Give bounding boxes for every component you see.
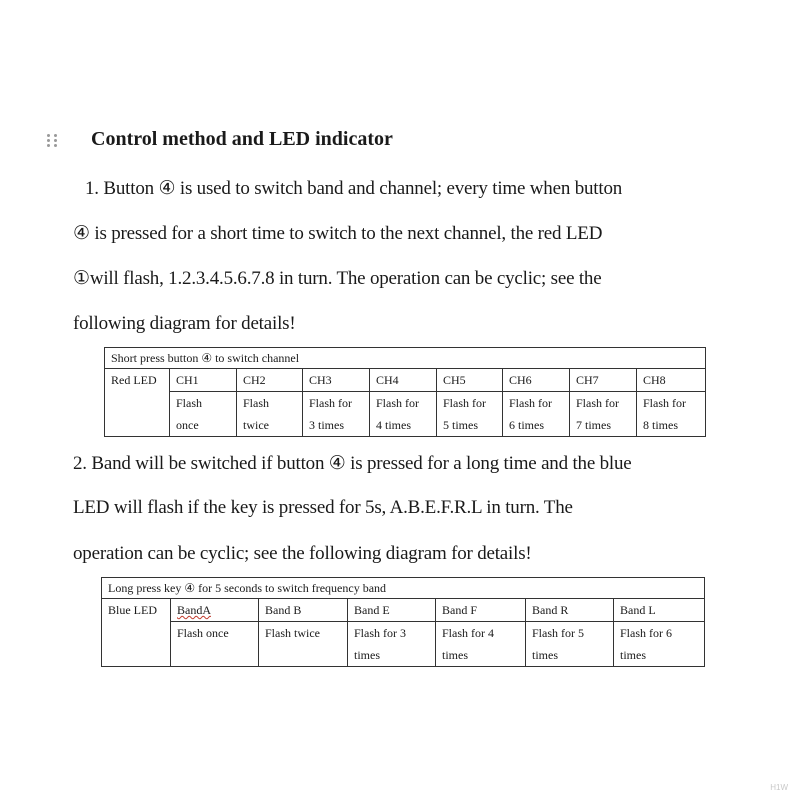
flash-text: Flash for 6 [620, 626, 672, 640]
table-row [105, 348, 706, 369]
flash-cell [303, 392, 370, 437]
flash-text: 4 times [376, 418, 411, 432]
band-header: Band F [436, 599, 526, 622]
drag-handle-icon[interactable] [47, 134, 61, 150]
flash-cell [503, 392, 570, 437]
channel-header: CH5 [437, 369, 503, 392]
row-label: Blue LED [102, 599, 171, 667]
flash-cell [237, 392, 303, 437]
flash-cell [170, 392, 237, 437]
paragraph1-line-4: following diagram for details! [73, 313, 296, 334]
flash-cell [570, 392, 637, 437]
flash-text: Flash once [177, 626, 229, 640]
watermark: H1W [770, 783, 788, 792]
channel-header: CH3 [303, 369, 370, 392]
flash-cell [259, 622, 348, 667]
paragraph2-line-3: operation can be cyclic; see the following diagram for details! [73, 543, 532, 564]
section-heading: Control method and LED indicator [91, 128, 393, 150]
flash-text: Flash for 3 [354, 626, 406, 640]
flash-text: 7 times [576, 418, 611, 432]
flash-text: times [442, 648, 468, 662]
flash-text: Flash for [643, 396, 686, 410]
row-label: Red LED [105, 369, 170, 437]
band-header [171, 599, 259, 622]
paragraph2-line-2: LED will flash if the key is pressed for 5s, A.B.E.F.R.L in turn. The [73, 497, 573, 518]
paragraph1-line-3: ①will flash, 1.2.3.4.5.6.7.8 in turn. The operation can be cyclic; see the [73, 268, 602, 289]
table-caption: Long press key ④ for 5 seconds to switch frequency band [102, 578, 705, 599]
flash-cell [348, 622, 436, 667]
flash-text: Flash for [443, 396, 486, 410]
channel-header: CH8 [637, 369, 706, 392]
flash-cell [437, 392, 503, 437]
flash-text: Flash [176, 396, 203, 410]
channel-header: CH7 [570, 369, 637, 392]
channel-table [104, 347, 706, 437]
channel-header: CH6 [503, 369, 570, 392]
flash-text: 3 times [309, 418, 344, 432]
flash-text: times [354, 648, 380, 662]
flash-cell [614, 622, 705, 667]
band-header: Band B [259, 599, 348, 622]
flash-cell [436, 622, 526, 667]
flash-text: Flash for 5 [532, 626, 584, 640]
band-header: Band L [614, 599, 705, 622]
paragraph1-line-1: 1. Button ④ is used to switch band and channel; every time when button [85, 178, 623, 199]
flash-cell [526, 622, 614, 667]
table-row [105, 369, 706, 392]
channel-header: CH2 [237, 369, 303, 392]
flash-text: 6 times [509, 418, 544, 432]
flash-text: twice [243, 418, 269, 432]
flash-text: Flash for [376, 396, 419, 410]
band-header: Band E [348, 599, 436, 622]
flash-cell [171, 622, 259, 667]
flash-text: Flash for 4 [442, 626, 494, 640]
flash-cell [370, 392, 437, 437]
flash-cell [637, 392, 706, 437]
flash-text: 5 times [443, 418, 478, 432]
channel-header: CH1 [170, 369, 237, 392]
paragraph1-line-2: ④ is pressed for a short time to switch to the next channel, the red LED [73, 223, 603, 244]
flash-text: Flash [243, 396, 270, 410]
flash-text: times [620, 648, 646, 662]
flash-text: Flash for [309, 396, 352, 410]
table-row [102, 578, 705, 599]
channel-header: CH4 [370, 369, 437, 392]
flash-text: times [532, 648, 558, 662]
flash-text: once [176, 418, 199, 432]
band-table [101, 577, 705, 667]
flash-text: Flash for [509, 396, 552, 410]
table-row [102, 599, 705, 622]
band-header: Band R [526, 599, 614, 622]
table-caption: Short press button ④ to switch channel [105, 348, 706, 369]
table-row [105, 392, 706, 437]
flash-text: 8 times [643, 418, 678, 432]
flash-text: Flash twice [265, 626, 320, 640]
table-row [102, 622, 705, 667]
flash-text: Flash for [576, 396, 619, 410]
paragraph2-line-1: 2. Band will be switched if button ④ is pressed for a long time and the blue [73, 453, 632, 474]
band-header-text: BandA [177, 603, 211, 617]
